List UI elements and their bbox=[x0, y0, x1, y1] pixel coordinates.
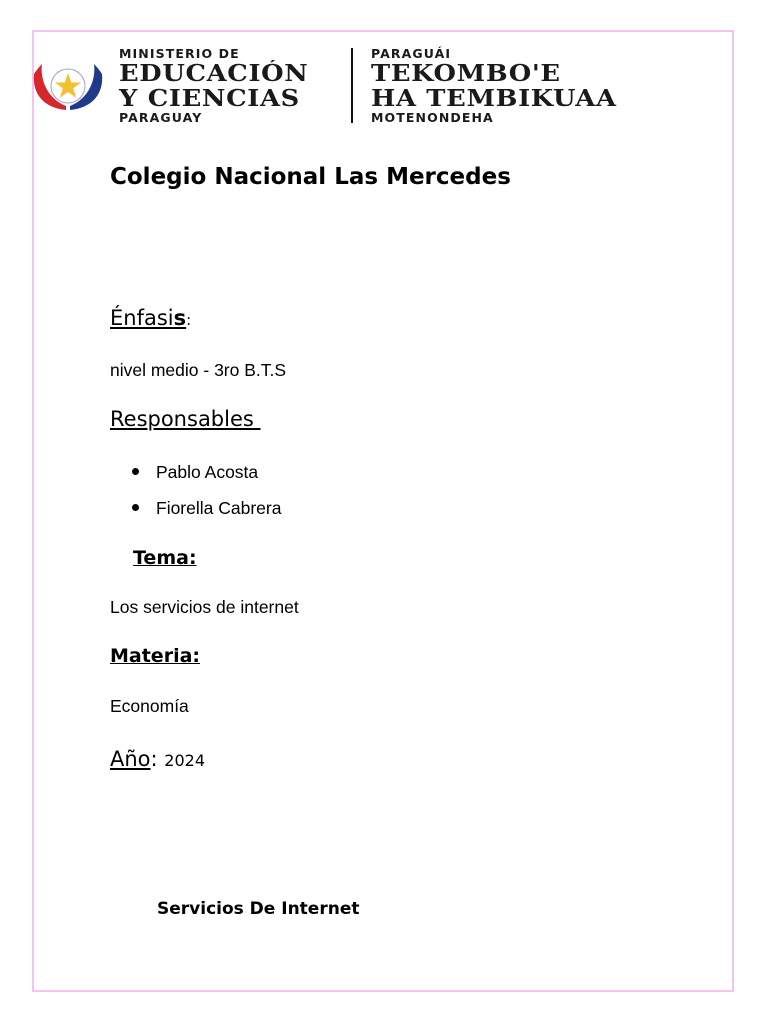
list-item bbox=[110, 460, 281, 496]
school-name: Colegio Nacional Las Mercedes bbox=[110, 164, 511, 190]
list-item bbox=[110, 496, 281, 532]
enfasis-label-bold: s bbox=[173, 306, 187, 330]
bullet-icon bbox=[132, 504, 139, 511]
ministry-line2: EDUCACIÓN bbox=[119, 60, 309, 87]
logo-divider bbox=[351, 48, 353, 123]
responsable-name: Pablo Acosta bbox=[156, 462, 259, 482]
coat-of-arms-icon bbox=[30, 58, 106, 114]
enfasis-value: nivel medio - 3ro B.T.S bbox=[110, 360, 287, 380]
tema-heading: Tema: bbox=[133, 547, 197, 569]
responsables-heading: Responsables bbox=[110, 407, 261, 431]
responsable-name: Fiorella Cabrera bbox=[156, 498, 282, 518]
bullet-icon bbox=[132, 468, 139, 475]
enfasis-heading bbox=[110, 306, 191, 330]
guarani-line2: TEKOMBO'E bbox=[371, 60, 561, 87]
guarani-line1: PARAGUÁI bbox=[371, 46, 452, 61]
tema-value: Los servicios de internet bbox=[110, 597, 299, 617]
guarani-line4: MOTENONDEHA bbox=[371, 110, 494, 125]
anio-label: Año bbox=[110, 747, 151, 771]
ministry-line1: MINISTERIO DE bbox=[119, 46, 240, 61]
footer-title: Servicios De Internet bbox=[157, 899, 360, 919]
materia-value: Economía bbox=[110, 696, 189, 716]
anio-value: 2024 bbox=[164, 751, 206, 770]
anio-colon: : bbox=[150, 747, 158, 771]
guarani-line3: HA TEMBIKUAA bbox=[371, 85, 617, 112]
enfasis-label: Énfasi bbox=[110, 306, 174, 330]
ministry-line3: Y CIENCIAS bbox=[119, 85, 300, 112]
responsables-list bbox=[110, 460, 281, 532]
anio-heading bbox=[110, 747, 205, 771]
enfasis-colon: : bbox=[186, 311, 192, 329]
ministry-line4: PARAGUAY bbox=[119, 110, 203, 125]
materia-heading: Materia: bbox=[110, 645, 200, 667]
